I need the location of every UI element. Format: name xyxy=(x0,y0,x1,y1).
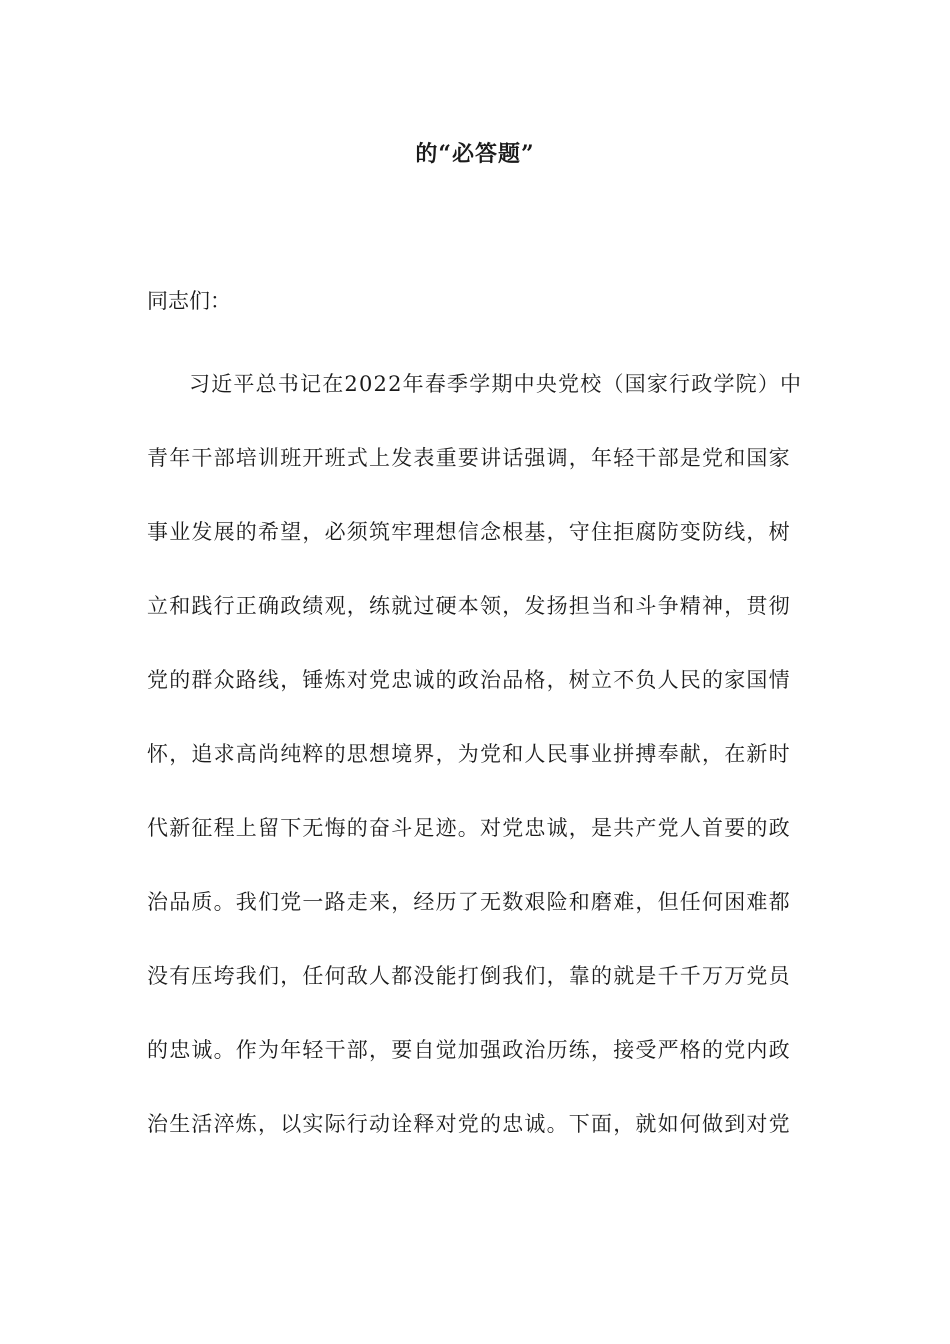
paragraph-line: 治品质。我们党一路走来，经历了无数艰险和磨难，但任何困难都 xyxy=(147,890,791,914)
paragraph-line: 党的群众路线，锤炼对党忠诚的政治品格，树立不负人民的家国情 xyxy=(147,668,791,692)
paragraph-line: 的忠诚。作为年轻干部，要自觉加强政治历练，接受严格的党内政 xyxy=(147,1038,791,1062)
paragraph-line: 习近平总书记在2022年春季学期中央党校（国家行政学院）中 xyxy=(189,372,803,396)
document-title: 的“必答题” xyxy=(415,141,535,167)
paragraph-line: 代新征程上留下无悔的奋斗足迹。对党忠诚，是共产党人首要的政 xyxy=(147,816,791,840)
paragraph-line: 事业发展的希望，必须筑牢理想信念根基，守住拒腐防变防线，树 xyxy=(147,520,791,544)
paragraph-line: 青年干部培训班开班式上发表重要讲话强调，年轻干部是党和国家 xyxy=(147,446,791,470)
paragraph-line: 治生活淬炼，以实际行动诠释对党的忠诚。下面，就如何做到对党 xyxy=(147,1112,791,1136)
salutation: 同志们： xyxy=(147,289,231,313)
paragraph-line: 怀，追求高尚纯粹的思想境界，为党和人民事业拼搏奉献，在新时 xyxy=(147,742,791,766)
paragraph-line: 立和践行正确政绩观，练就过硬本领，发扬担当和斗争精神，贯彻 xyxy=(147,594,791,618)
paragraph-line: 没有压垮我们，任何敌人都没能打倒我们，靠的就是千千万万党员 xyxy=(147,964,791,988)
